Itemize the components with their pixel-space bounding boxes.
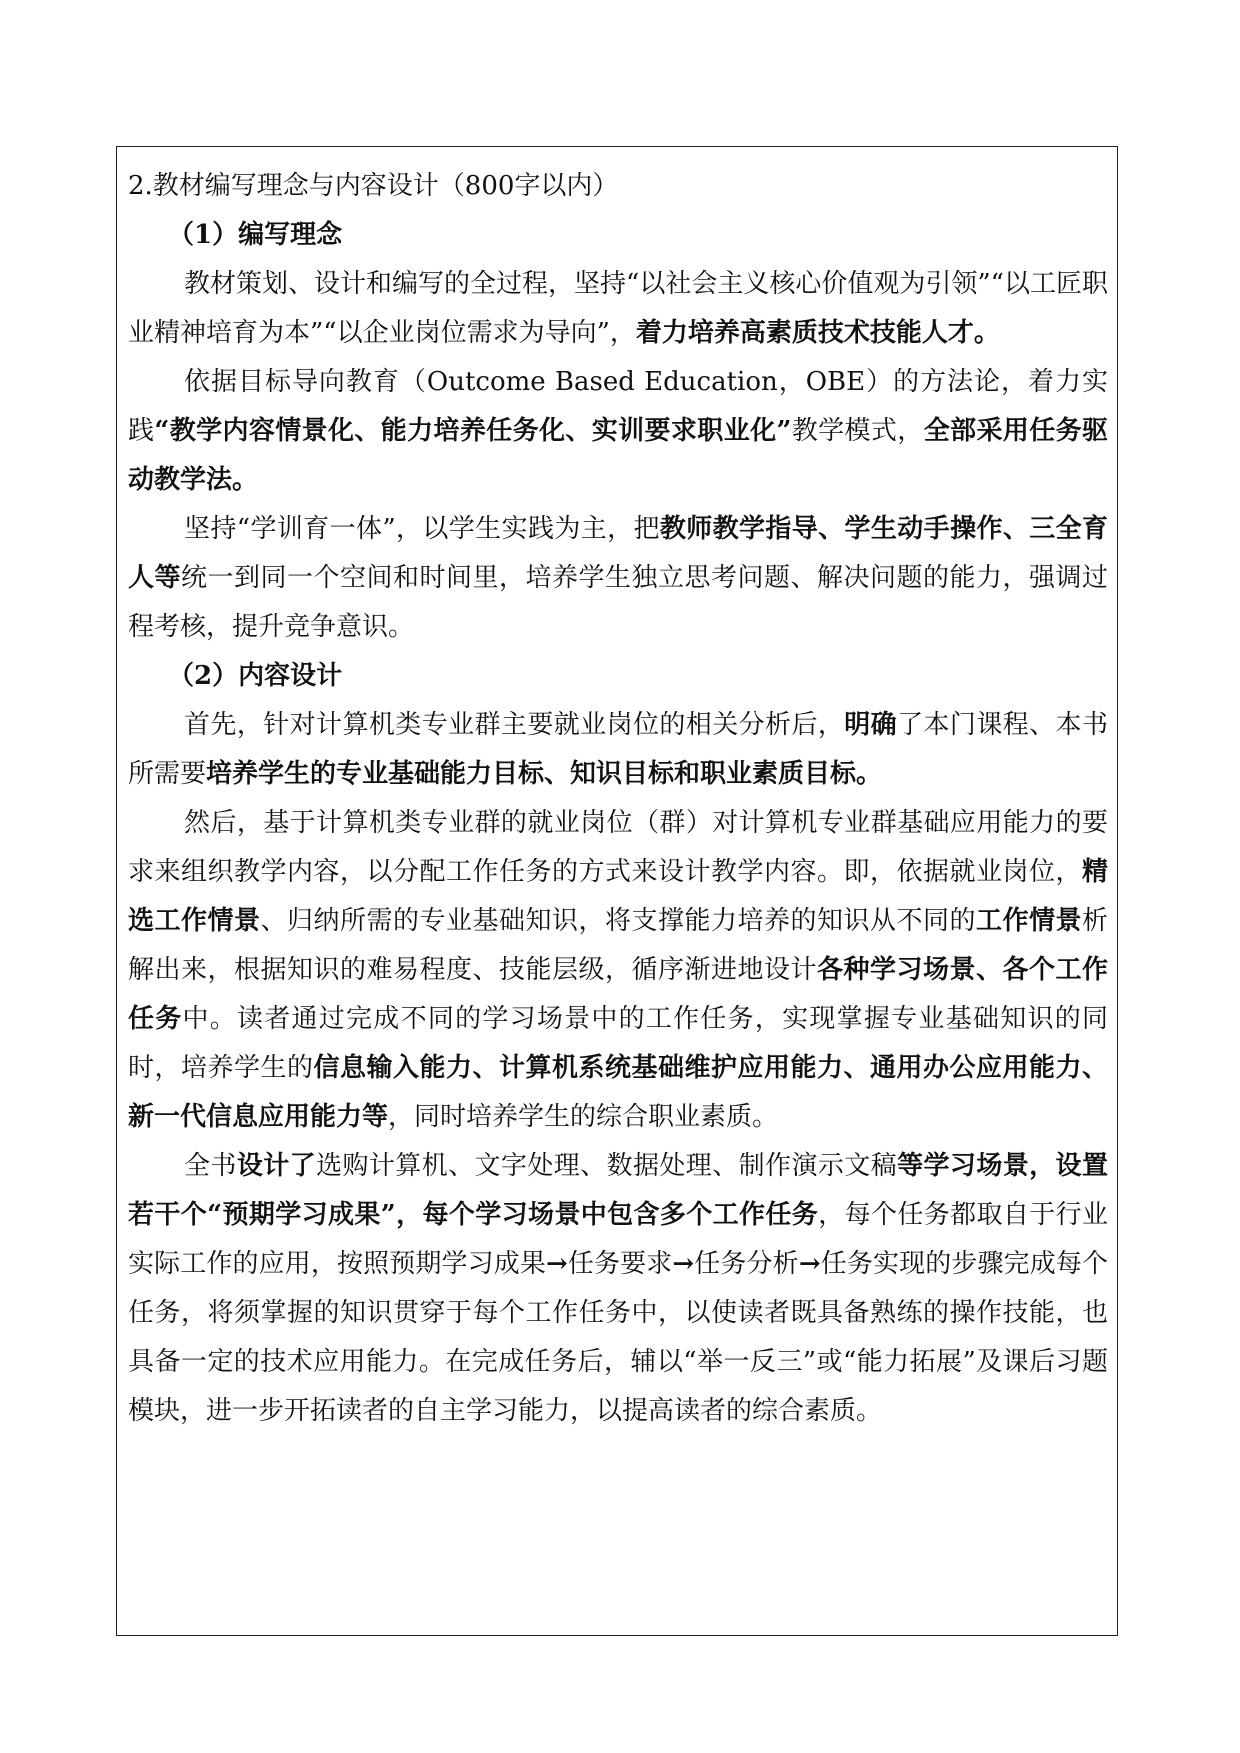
text-run-bold: 全部采用任务驱动教学法。 (128, 416, 1108, 495)
paragraph-design-2 (128, 799, 1108, 1142)
text-run-bold: 工作情景 (975, 906, 1082, 936)
document-body (128, 162, 1108, 1436)
arrow-right-icon: → (798, 1249, 821, 1279)
text-run: 、归纳所需的专业基础知识，将支撑能力培养的知识从不同的 (260, 906, 976, 936)
text-run-bold: 等学习场景，设置若干个“预期学习成果”，每个学习场景中包含多个工作任务 (128, 1151, 1108, 1230)
text-run: 教材策划、设计和编写的全过程，坚持“以社会主义核心价值观为引领”“以工匠职业精神培育为本”“以企业岗位需求为导向”， (128, 269, 1108, 348)
paragraph-design-1 (128, 701, 1108, 799)
text-run: 依据目标导向教育（Outcome Based Education，OBE）的方法论，着力实践 (128, 367, 1108, 446)
text-run: ，同时培养学生的综合职业素质。 (388, 1102, 779, 1132)
text-run: 统一到同一个空间和时间里，培养学生独立思考问题、解决问题的能力，强调过程考核，提升竞争意识。 (128, 563, 1108, 642)
paragraph-design-3 (128, 1142, 1108, 1436)
text-run: 任务实现的步骤完成每个任务，将须掌握的知识贯穿于每个工作任务中，以使读者既具备熟练的操作技能，也具备一定的技术应用能力。在完成任务后，辅以“举一反三”或“能力拓展”及课后习题模块，进一步开拓读者的自主学习能力，以提高读者的综合素质。 (128, 1249, 1108, 1426)
subheading-writing-concept: （1）编写理念 (168, 220, 343, 250)
text-run: 全书 (184, 1151, 237, 1181)
text-run: 析解出来，根据知识的难易程度、技能层级，循序渐进地设计 (128, 906, 1108, 985)
subheading-content-design: （2）内容设计 (168, 661, 343, 691)
text-run-bold: 培养学生的专业基础能力目标、知识目标和职业素质目标。 (206, 759, 883, 789)
text-run: 选购计算机、文字处理、数据处理、制作演示文稿 (316, 1151, 898, 1181)
text-run: 教学模式， (791, 416, 924, 446)
text-run-bold: 教师教学指导、学生动手操作、三全育人等 (128, 514, 1108, 593)
paragraph-concept-3 (128, 505, 1108, 652)
text-run-bold: 明确 (844, 710, 898, 740)
text-run: 坚持“学训育一体”，以学生实践为主，把 (184, 514, 660, 544)
arrow-right-icon: → (672, 1249, 695, 1279)
arrow-right-icon: → (545, 1249, 568, 1279)
text-run-bold: 各种学习场景、各个工作任务 (128, 955, 1108, 1034)
text-run-bold: 设计了 (236, 1151, 317, 1181)
text-run: 了本门课程、本书所需要 (128, 710, 1108, 789)
text-run: 任务要求 (567, 1249, 673, 1279)
text-run: 任务分析 (694, 1249, 799, 1279)
text-run-bold: 精选工作情景 (128, 857, 1108, 936)
text-run: 然后，基于计算机类专业群的就业岗位（群）对计算机专业群基础应用能力的要求来组织教学内容，以分配工作任务的方式来设计教学内容。即，依据就业岗位， (128, 808, 1108, 887)
text-run: 中。读者通过完成不同的学习场景中的工作任务，实现掌握专业基础知识的同时，培养学生的 (128, 1004, 1108, 1083)
paragraph-concept-1 (128, 260, 1108, 358)
paragraph-concept-2 (128, 358, 1108, 505)
text-run-bold: 着力培养高素质技术技能人才。 (635, 318, 1000, 348)
text-run: ，每个任务都取自于行业实际工作的应用，按照预期学习成果 (128, 1200, 1108, 1279)
text-run: 首先，针对计算机类专业群主要就业岗位的相关分析后， (184, 710, 845, 740)
section-title: 2.教材编写理念与内容设计（800字以内） (128, 171, 619, 201)
text-run-bold: 信息输入能力、计算机系统基础维护应用能力、通用办公应用能力、新一代信息应用能力等 (128, 1053, 1108, 1132)
text-run-bold: “教学内容情景化、能力培养任务化、实训要求职业化” (154, 416, 792, 446)
